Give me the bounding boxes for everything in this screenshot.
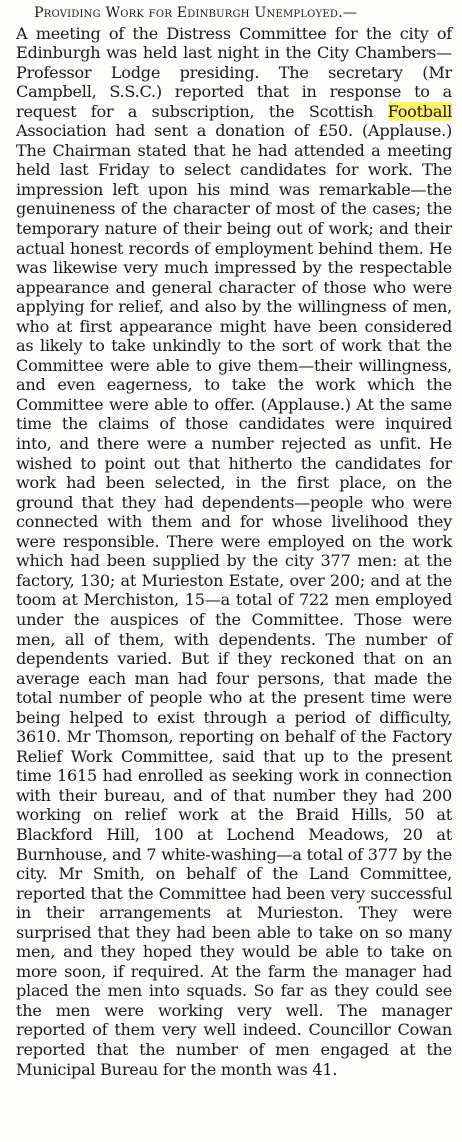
article-body: [16, 24, 452, 1080]
body-text-after-highlight: Association had sent a donation of £50. (Applause.) The Chairman stated that he had attended a meeting held last Friday to select candidates for work. The impression left upon his mind was remarkable—the genuineness of the character of most of the cases; the temporary nature of their being out of work; and their actual honest records of employment behind them. He was likewise very much impressed by the respectable appearance and general character of those who were applying for relief, and also by the willingness of men, who at first appearance might have been considered as likely to take unkindly to the sort of work that the Committee were able to give them—their willingness, and even eagerness, to take the work which the Committee were able to offer. (Applause.) At the same time the claims of those candidates were inquired into, and there were a number rejected as unfit. He wished to point out that hitherto the candidates for work had been selected, in the first place, on the ground that they had dependents—people who were connected with them and for whose livelihood they were responsible. There were employed on the work which had been supplied by the city 377 men: at the factory, 130; at Murieston Estate, over 200; and at the toom at Merchiston, 15—a total of 722 men employed under the auspices of the Committee. Those were men, all of them, with dependents. The number of dependents varied. But if they reckoned that on an average each man had four persons, that made the total number of people who at the present time were being helped to exist through a period of difficulty, 3610. Mr Thomson, reporting on behalf of the Factory Relief Work Committee, said that up to the present time 1615 had enrolled as seeking work in connection with their bureau, and of that number they had 200 working on relief work at the Braid Hills, 50 at Blackford Hill, 100 at Lochend Meadows, 20 at Burnhouse, and 7 white-washing—a total of 377 by the city. Mr Smith, on behalf of the Land Committee, reported that the Committee had been very successful in their arrangements at Murieston. They were surprised that they had been able to take on so many men, and they hoped they would be able to take on more soon, if required. At the farm the manager had placed the men into squads. So far as they could see the men were working very well. The manager reported of them very well indeed. Councillor Cowan reported that the number of men engaged at the Municipal Bureau for the month was 41.: [16, 121, 452, 1079]
highlighted-word: Football: [387, 101, 452, 121]
cut-off-next-article: [0, 1132, 462, 1142]
article-column: [16, 4, 452, 1079]
article-headline: Providing Work for Edinburgh Unemployed.—: [34, 5, 358, 21]
body-text-before-highlight: A meeting of the Distress Committee for the city of Edinburgh was held last night in the City Chambers—Professor Lodge presiding. The secretary (Mr Campbell, S.S.C.) reported that in response to a request for a subscription, the Scottish: [16, 23, 452, 121]
cut-off-glyphs: [0, 1132, 462, 1140]
